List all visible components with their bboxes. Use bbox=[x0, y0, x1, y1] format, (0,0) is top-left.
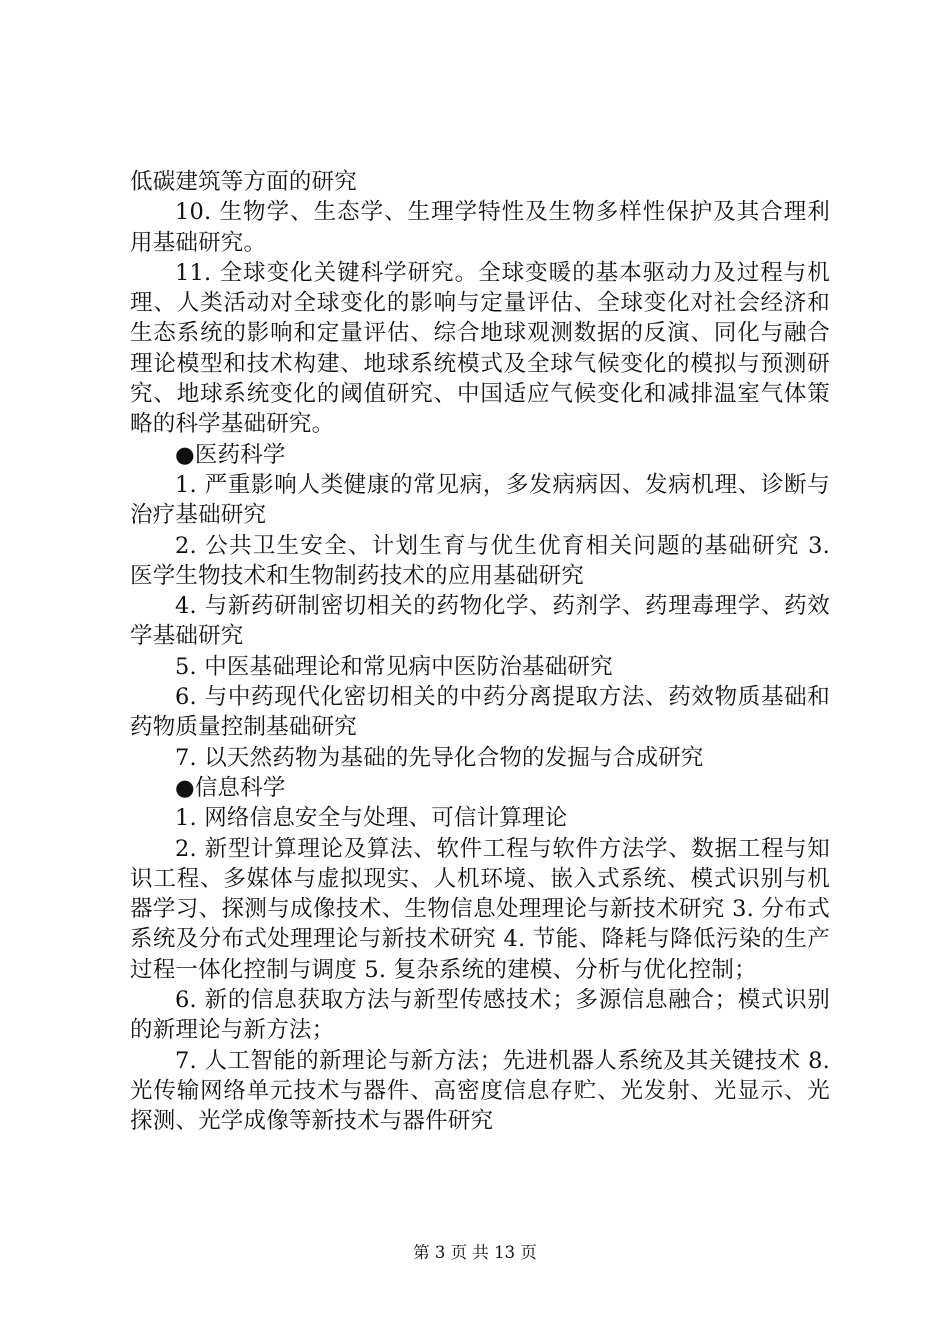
section-heading-medicine: ●医药科学 bbox=[175, 441, 286, 468]
paragraph-continuation: 低碳建筑等方面的研究 bbox=[130, 169, 358, 195]
paragraph-medicine-1: 1. 严重影响人类健康的常见病，多发病病因、发病机理、诊断与治疗基础研究 bbox=[130, 471, 830, 529]
paragraph-information-7: 7. 人工智能的新理论与新方法；先进机器人系统及其关键技术 8. 光传输网络单元技术与器件、高密度信息存贮、光发射、光显示、光探测、光学成像等新技术与器件研究 bbox=[130, 1047, 830, 1135]
page-footer bbox=[0, 1243, 950, 1263]
paragraph-item-11: 11. 全球变化关键科学研究。全球变暖的基本驱动力及过程与机理、人类活动对全球变化的影响与定量评估、全球变化对社会经济和生态系统的影响和定量评估、综合地球观测数据的反演、同化与融合理论模型和技术构建、地球系统模式及全球气候变化的模拟与预测研究、地球系统变化的阈值研究、中国适应气候变化和减排温室气体策略的科学基础研究。 bbox=[130, 259, 830, 438]
paragraph-item-10: 10. 生物学、生态学、生理学特性及生物多样性保护及其合理利用基础研究。 bbox=[130, 199, 830, 256]
paragraph-medicine-5: 5. 中医基础理论和常见病中医防治基础研究 bbox=[175, 653, 613, 680]
paragraph-medicine-2: 2. 公共卫生安全、计划生育与优生优育相关问题的基础研究 3. 医学生物技术和生物制药技术的应用基础研究 bbox=[130, 532, 830, 589]
paragraph-medicine-7: 7. 以天然药物为基础的先导化合物的发掘与合成研究 bbox=[175, 744, 704, 771]
page-number: 第 3 页 共 13 页 bbox=[413, 1243, 537, 1262]
paragraph-information-1: 1. 网络信息安全与处理、可信计算理论 bbox=[175, 805, 568, 832]
section-heading-information: ●信息科学 bbox=[175, 774, 286, 801]
document-body bbox=[130, 167, 830, 1137]
paragraph-medicine-6: 6. 与中药现代化密切相关的中药分离提取方法、药效物质基础和药物质量控制基础研究 bbox=[130, 684, 830, 741]
paragraph-information-2: 2. 新型计算理论及算法、软件工程与软件方法学、数据工程与知识工程、多媒体与虚拟现实、人机环境、嵌入式系统、模式识别与机器学习、探测与成像技术、生物信息处理理论与新技术研究 3. 分布式系统及分布式处理理论与新技术研究 4. 节能、降耗与降低污染的生产过程一体化控制与调度 5. 复杂系统的建模、分析与优化控制； bbox=[130, 835, 830, 983]
paragraph-medicine-4: 4. 与新药研制密切相关的药物化学、药剂学、药理毒理学、药效学基础研究 bbox=[130, 593, 830, 650]
paragraph-information-6: 6. 新的信息获取方法与新型传感技术；多源信息融合；模式识别的新理论与新方法； bbox=[130, 987, 830, 1044]
